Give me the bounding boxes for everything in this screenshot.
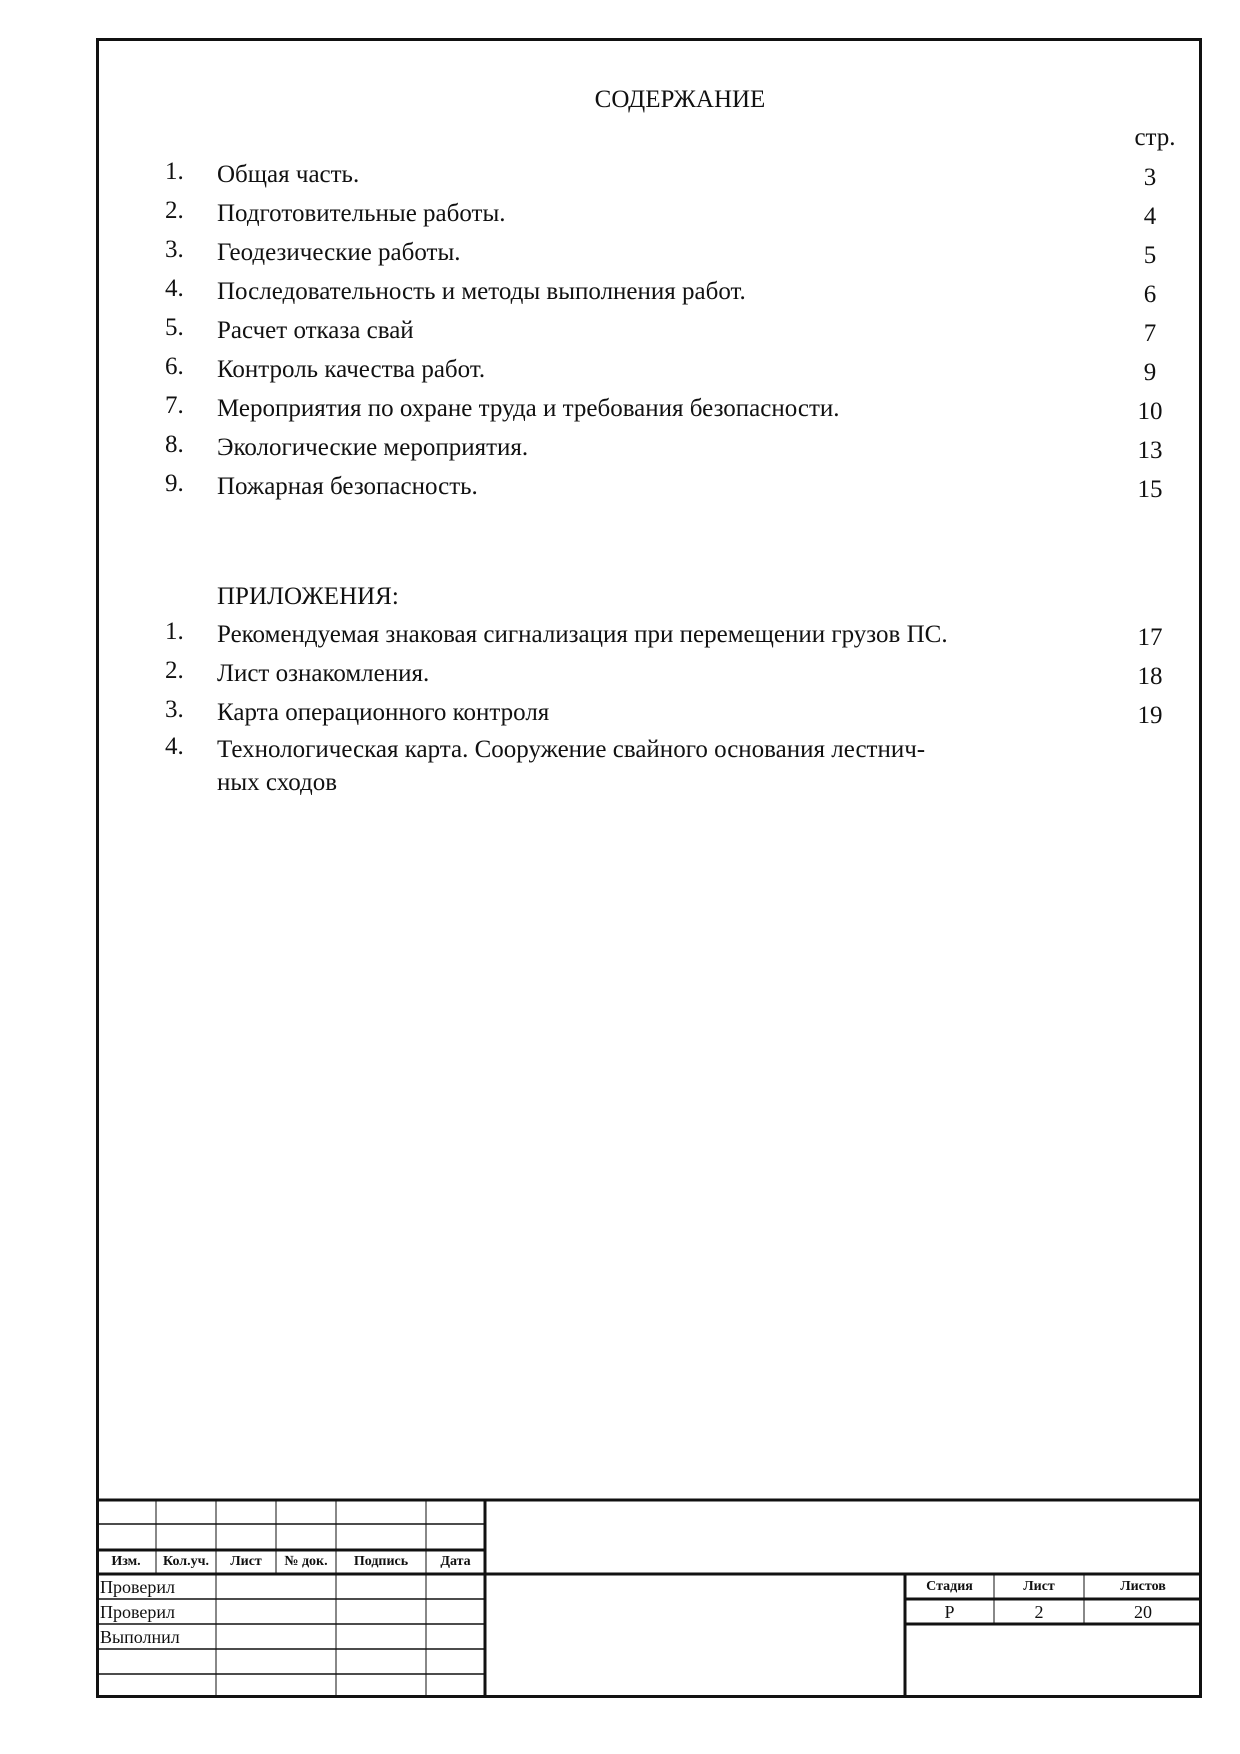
toc-item-page: 15	[1137, 476, 1163, 503]
toc-item-title: Контроль качества работ.	[217, 356, 486, 383]
appendix-item-title-continued: ных сходов	[217, 769, 338, 796]
toc-item-number: 3.	[165, 236, 184, 263]
toc-item-number: 1.	[165, 158, 184, 185]
role-checked-2: Проверил	[100, 1602, 175, 1622]
sheets-total-header: Листов	[1120, 1579, 1166, 1594]
sheets-total-value: 20	[1134, 1602, 1152, 1622]
toc-item-page: 5	[1143, 242, 1157, 269]
header-doc-no: № док.	[284, 1554, 328, 1569]
sheet-value: 2	[1034, 1602, 1044, 1622]
toc-item-title: Общая часть.	[217, 161, 360, 188]
toc-item-number: 7.	[165, 392, 184, 419]
toc-item-title: Экологические мероприятия.	[217, 434, 529, 461]
toc-item-number: 8.	[165, 431, 184, 458]
stage-header: Стадия	[926, 1579, 973, 1594]
toc-item-number: 5.	[165, 314, 184, 341]
toc-item-number: 6.	[165, 353, 184, 380]
appendix-title: ПРИЛОЖЕНИЯ:	[217, 583, 399, 610]
header-izm: Изм.	[111, 1554, 141, 1569]
appendix-item-page: 19	[1137, 702, 1163, 729]
toc-item-title: Расчет отказа свай	[217, 317, 414, 344]
toc-item-page: 3	[1143, 164, 1157, 191]
appendix-item-number: 4.	[165, 733, 184, 760]
role-checked-1: Проверил	[100, 1577, 175, 1597]
toc-item-number: 9.	[165, 470, 184, 497]
appendix-item-title: Лист ознакомления.	[217, 660, 430, 687]
toc-item-page: 9	[1143, 359, 1157, 386]
toc-item-title: Мероприятия по охране труда и требования безопасности.	[217, 395, 840, 422]
toc-item-title: Пожарная безопасность.	[217, 473, 478, 500]
appendix-item-number: 2.	[165, 657, 184, 684]
toc-item-title: Последовательность и методы выполнения работ.	[217, 278, 746, 305]
appendix-item-page: 18	[1137, 663, 1163, 690]
toc-item-number: 4.	[165, 275, 184, 302]
toc-item-page: 7	[1143, 320, 1157, 347]
appendix-item-page: 17	[1137, 624, 1163, 651]
toc-item-page: 10	[1137, 398, 1163, 425]
header-list: Лист	[230, 1554, 262, 1569]
header-signature: Подпись	[353, 1554, 409, 1569]
page-column-label: стр.	[1134, 124, 1176, 151]
sheet-header: Лист	[1023, 1579, 1055, 1594]
toc-item-title: Геодезические работы.	[217, 239, 461, 266]
appendix-item-number: 1.	[165, 618, 184, 645]
toc-item-title: Подготовительные работы.	[217, 200, 506, 227]
appendix-item-title: Карта операционного контроля	[217, 699, 550, 726]
page-title: СОДЕРЖАНИЕ	[594, 86, 766, 113]
toc-item-page: 13	[1137, 437, 1163, 464]
stage-value: Р	[944, 1602, 955, 1622]
header-kol-uch: Кол.уч.	[162, 1554, 210, 1569]
toc-item-page: 4	[1143, 203, 1157, 230]
appendix-item-number: 3.	[165, 696, 184, 723]
toc-item-page: 6	[1143, 281, 1157, 308]
appendix-item-title: Рекомендуемая знаковая сигнализация при перемещении грузов ПС.	[217, 621, 948, 648]
toc-item-number: 2.	[165, 197, 184, 224]
role-performed: Выполнил	[100, 1627, 180, 1647]
header-date: Дата	[440, 1554, 471, 1569]
appendix-item-title: Технологическая карта. Сооружение свайного основания лестнич-	[217, 736, 926, 763]
